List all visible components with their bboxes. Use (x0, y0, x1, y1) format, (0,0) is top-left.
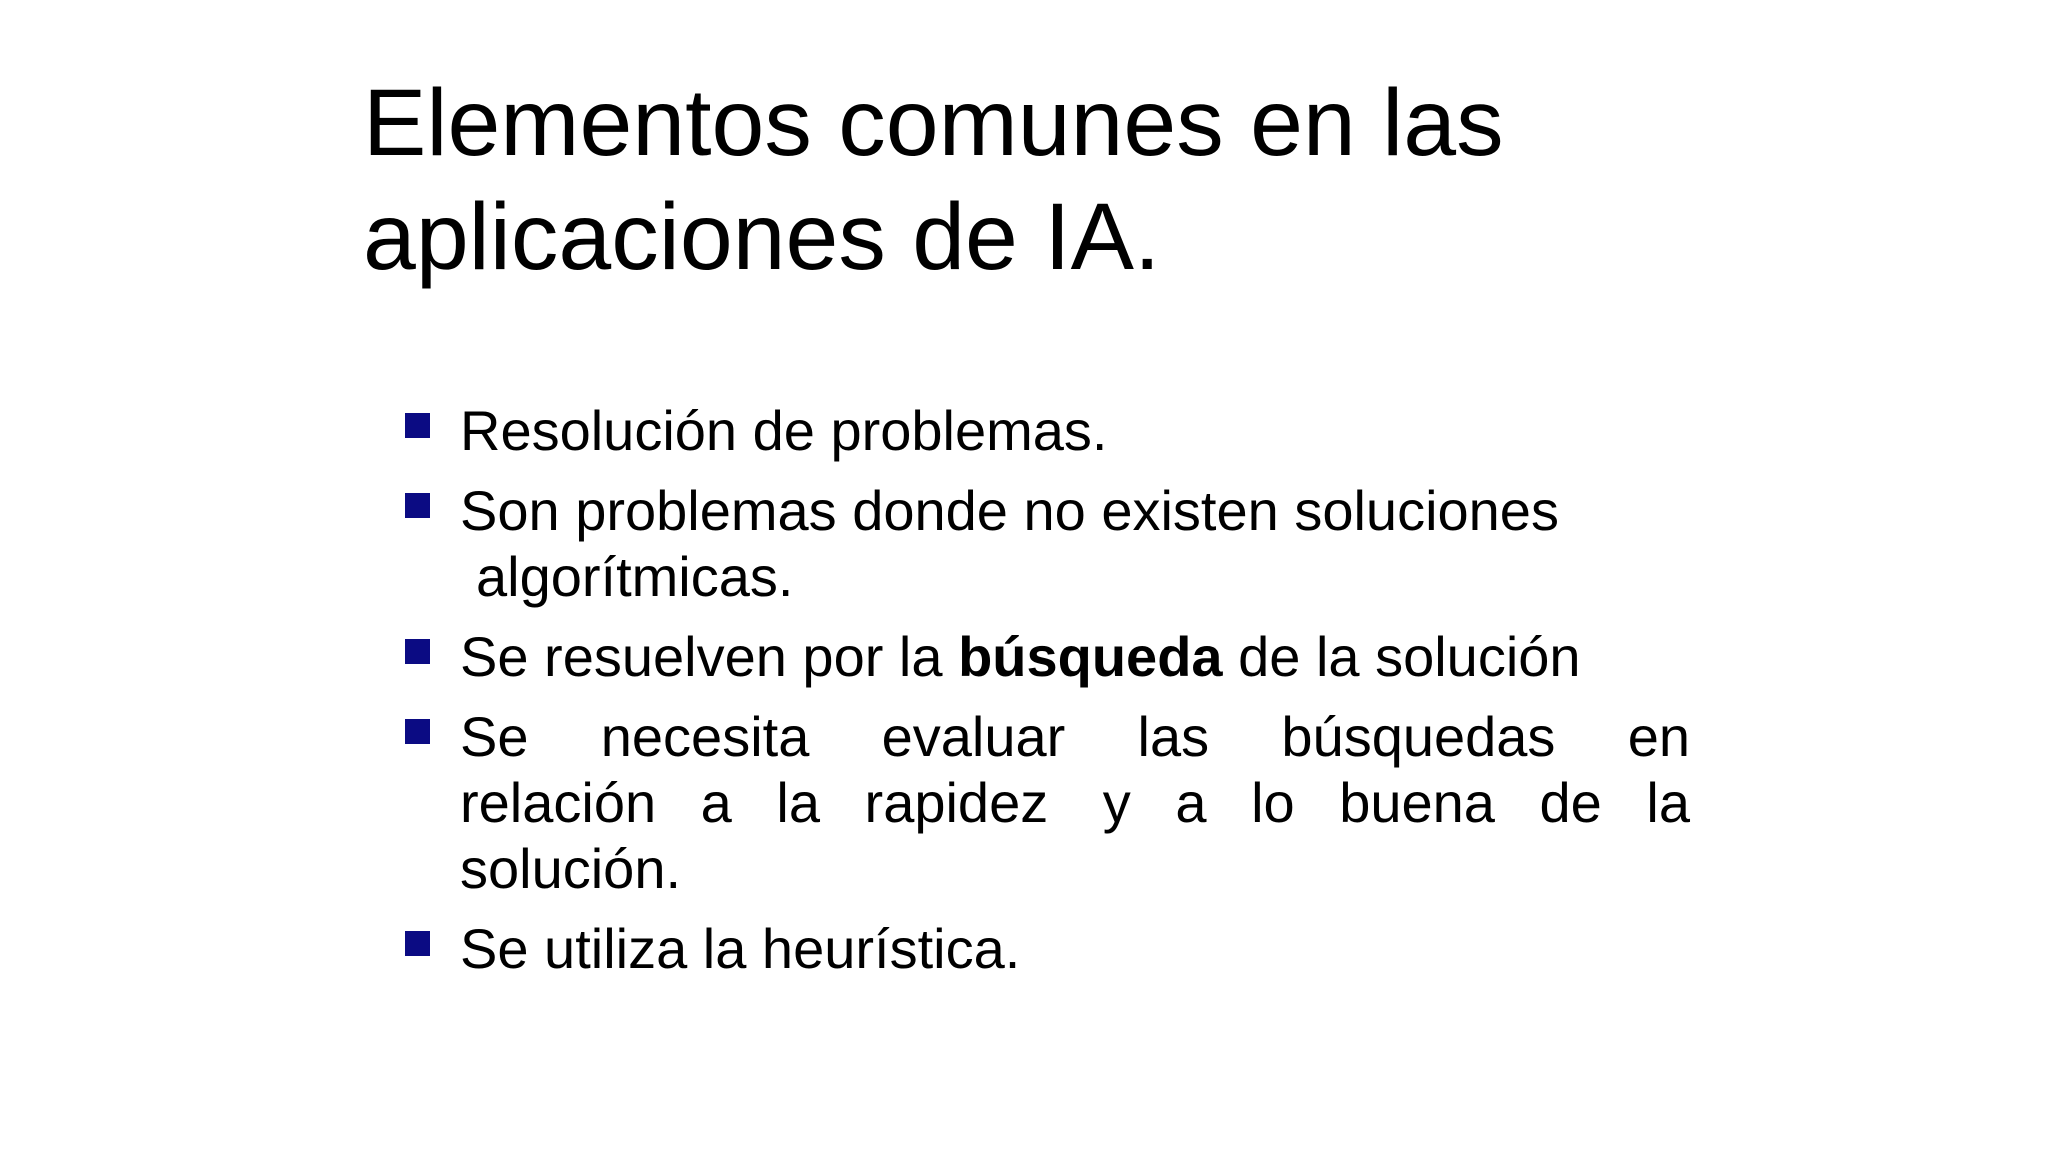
title-line-1: Elementos comunes en las (363, 70, 1504, 176)
word: de (1539, 771, 1602, 834)
bullet-text-before: Se resuelven por la (460, 625, 959, 688)
word: en (1627, 705, 1690, 768)
word: rapidez (864, 771, 1049, 834)
word: y (1102, 771, 1131, 834)
title-line-2: aplicaciones de IA. (363, 184, 1161, 290)
bullet-text-line-1: Son problemas donde no existen soluciones (460, 479, 1559, 542)
word: las (1137, 705, 1210, 768)
word: buena (1339, 771, 1495, 834)
word: relación (460, 771, 657, 834)
square-bullet-icon (405, 719, 430, 744)
square-bullet-icon (405, 413, 430, 438)
square-bullet-icon (405, 931, 430, 956)
bullet-item (405, 478, 1690, 610)
bullet-text: Resolución de problemas. (460, 399, 1108, 462)
bullet-text-line-3: solución. (460, 837, 682, 900)
bullet-text: Se utiliza la heurística. (460, 917, 1021, 980)
bullet-text-bold: búsqueda (958, 625, 1223, 688)
bullet-item (405, 704, 1690, 902)
bullet-list (405, 398, 1690, 996)
word: necesita (600, 705, 810, 768)
word: evaluar (881, 705, 1066, 768)
bullet-text (460, 624, 1690, 690)
bullet-text-line-2: algorítmicas. (476, 545, 794, 608)
word: a (700, 771, 732, 834)
word: lo (1251, 771, 1295, 834)
bullet-item (405, 624, 1690, 690)
word: Se (460, 705, 529, 768)
bullet-text-line-1 (460, 704, 1690, 770)
bullet-item (405, 916, 1690, 982)
slide-title (363, 66, 1763, 294)
square-bullet-icon (405, 639, 430, 664)
word: búsquedas (1281, 705, 1556, 768)
bullet-text-line-2 (460, 770, 1690, 836)
square-bullet-icon (405, 493, 430, 518)
bullet-item (405, 398, 1690, 464)
bullet-text-after: de la solución (1222, 625, 1581, 688)
word: la (1646, 771, 1690, 834)
word: la (776, 771, 820, 834)
word: a (1175, 771, 1207, 834)
